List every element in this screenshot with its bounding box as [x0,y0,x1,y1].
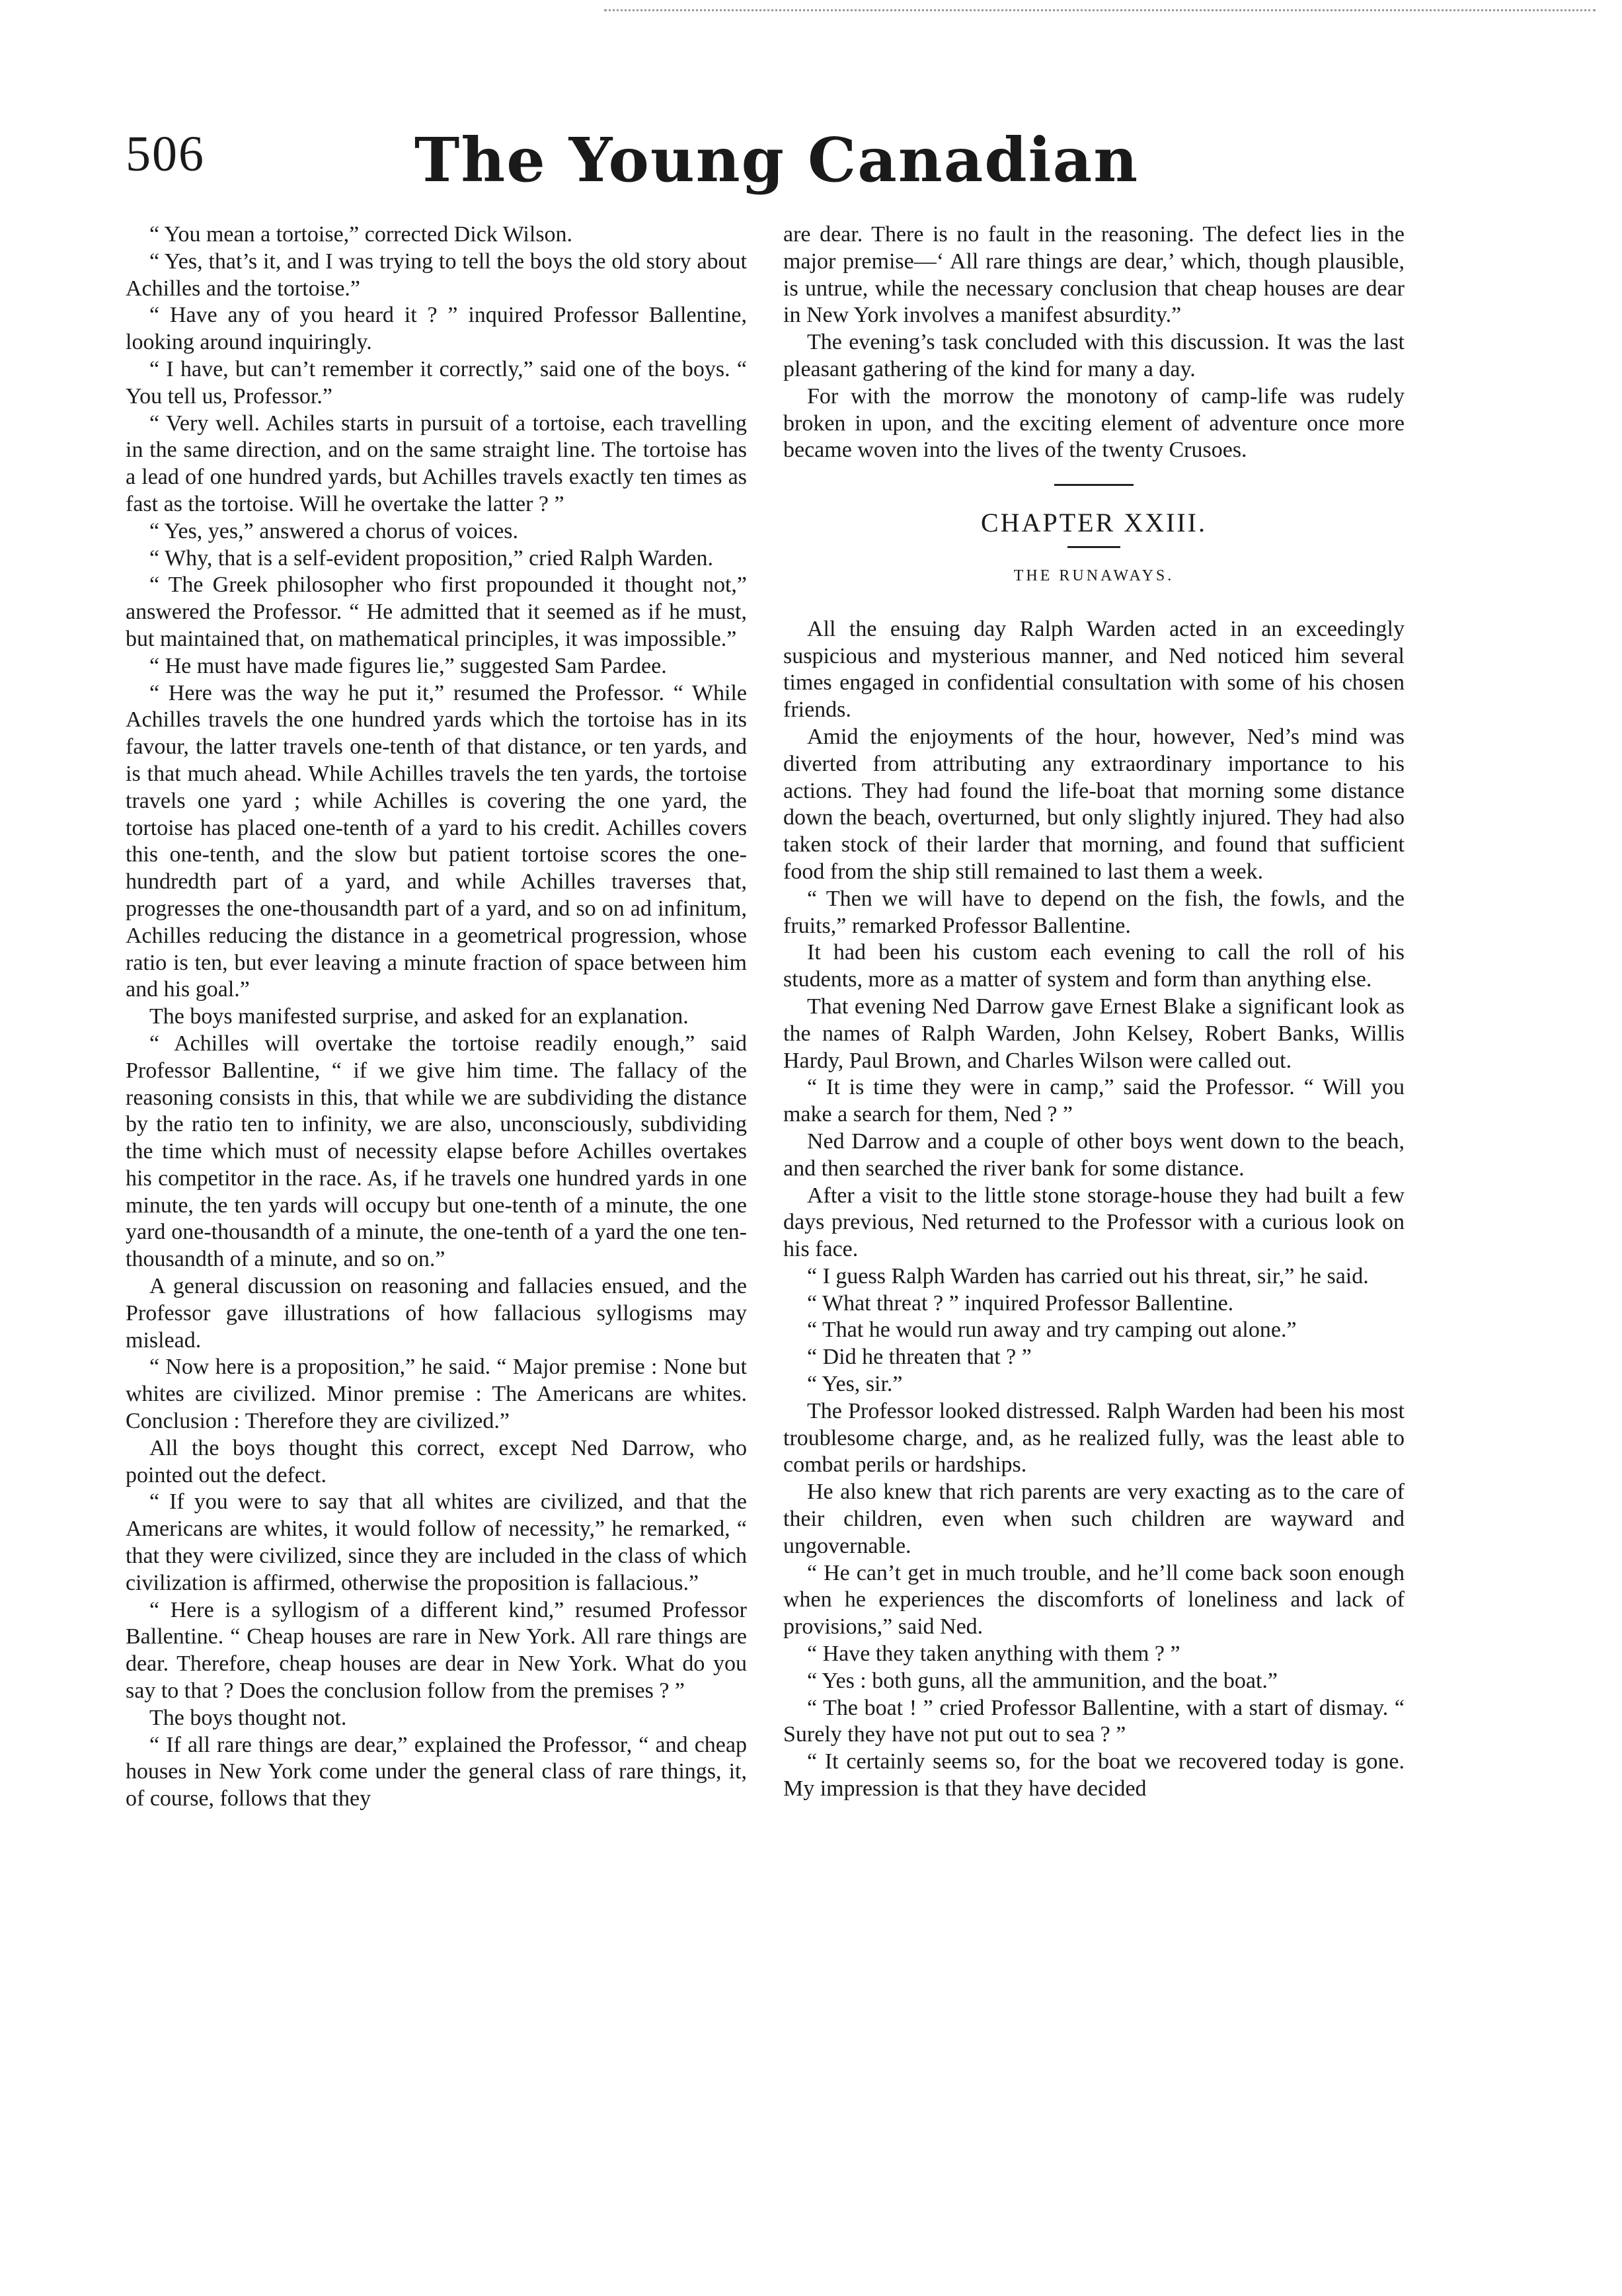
paragraph: He also knew that rich parents are very exacting as to the care of their children, even when such children are wayward and ungovernable. [783,1480,1405,1558]
paragraph: A general discussion on reasoning and fallacies ensued, and the Professor gave illustrations of how fallacious syllogisms may mislead. [126,1274,747,1353]
paragraph: Amid the enjoyments of the hour, however, Ned’s mind was diverted from attributing any extraordinary importance to his actions. They had found the life-boat that morning some distance down the beach, overturned, but only slightly injured. They had also taken stock of their larder that morning, and found that sufficient food from the ship still remained to last them a week. [783,724,1405,884]
right-column-top-text [783,221,1405,464]
chapter-heading: CHAPTER XXIII. [981,508,1207,538]
paragraph: are dear. There is no fault in the reasoning. The defect lies in the major premise—‘ All rare things are dear,’ which, though plausible, is untrue, while the necessary conclusion that cheap houses are dear in New York involves a manifest absurdity.” [783,222,1405,328]
paragraph: “ He can’t get in much trouble, and he’ll come back soon enough when he experiences the discomforts of loneliness and lack of provisions,” said Ned. [783,1560,1405,1640]
paragraph: “ He must have made figures lie,” suggested Sam Pardee. [149,653,667,678]
paragraph: The evening’s task concluded with this discussion. It was the last pleasant gathering of the kind for many a day. [783,330,1405,381]
left-column [126,221,747,1813]
paragraph: All the ensuing day Ralph Warden acted in an exceedingly suspicious and mysterious manner, and Ned noticed him several times engaged in confidential consultation with some of his chosen friends. [783,616,1405,723]
paragraph: “ If you were to say that all whites are civilized, and that the Americans are whites, it would follow of necessity,” he remarked, “ that they were civilized, since they are included in the class of which civilization is affirmed, otherwise the proposition is fallacious.” [126,1489,747,1595]
paragraph: “ It is time they were in camp,” said the Professor. “ Will you make a search for them, Ned ? ” [783,1075,1405,1127]
paragraph: “ Yes, that’s it, and I was trying to tell the boys the old story about Achilles and the tortoise.” [126,249,747,301]
paragraph: “ Have any of you heard it ? ” inquired Professor Ballentine, looking around inquiringly. [126,303,747,355]
chapter-rule [1067,546,1120,548]
paragraph: “ What threat ? ” inquired Professor Ballentine. [807,1290,1234,1316]
chapter-subtitle: THE RUNAWAYS. [1013,567,1175,584]
paragraph: It had been his custom each evening to call the roll of his students, more as a matter of system and form than anything else. [783,940,1405,992]
paragraph: “ It certainly seems so, for the boat we recovered today is gone. My impression is that they have decided [783,1749,1405,1801]
paragraph: “ Did he threaten that ? ” [807,1345,1032,1370]
paragraph: “ Very well. Achiles starts in pursuit of a tortoise, each travelling in the same direction, and on the same straight line. The tortoise has a lead of one hundred yards, but Achilles travels exactly ten times as fast as the tortoise. Will he overtake the latter ? ” [126,411,747,516]
paragraph: Ned Darrow and a couple of other boys went down to the beach, and then searched the river bank for some distance. [783,1128,1405,1181]
right-column-bottom-text [783,616,1405,1803]
magazine-title: The Young Canadian [414,124,1139,196]
page-number: 506 [126,126,205,182]
paragraph: “ The Greek philosopher who first propounded it thought not,” answered the Professor. “ He admitted that it seemed as if he must, but maintained that, on mathematical principles, it was impossible.” [126,573,747,651]
paragraph: “ Now here is a proposition,” he said. “ Major premise : None but whites are civilized. Minor premise : The Americans are whites. Conclusion : Therefore they are civilized.” [126,1355,747,1434]
paragraph: “ The boat ! ” cried Professor Ballentine, with a start of dismay. “ Surely they have not put out to sea ? ” [783,1695,1405,1747]
paragraph: “ If all rare things are dear,” explained the Professor, “ and cheap houses in New York come under the general class of rare things, it, of course, follows that they [126,1732,747,1811]
paragraph: “ That he would run away and try camping out alone.” [807,1318,1297,1343]
paragraph: “ Why, that is a self-evident proposition,” cried Ralph Warden. [149,545,714,571]
paragraph: “ I guess Ralph Warden has carried out his threat, sir,” he said. [807,1263,1369,1288]
paragraph: “ Have they taken anything with them ? ” [807,1642,1180,1667]
paragraph: “ Achilles will overtake the tortoise readily enough,” said Professor Ballentine, “ if we give him time. The fallacy of the reasoning consists in this, that while we are subdividing the distance by the ratio ten to infinity, we are also, unconsciously, subdividing the time which must of necessity elapse before Achilles overtakes his competitor in the race. As, if he travels one hundred yards in one minute, the ten yards will occupy but one-tenth of a minute, the one yard one-thousandth of a minute, the one-tenth of a yard the one ten-thousandth of a minute, and so on.” [126,1031,747,1272]
paragraph: “ Here was the way he put it,” resumed the Professor. “ While Achilles travels the one hundred yards which the tortoise has in its favour, the latter travels one-tenth of that distance, or ten yards, and is that much ahead. While Achilles travels the ten yards, the tortoise travels one yard ; while Achilles is covering the one yard, the tortoise has placed one-tenth of a yard to his credit. Achilles covers this one-tenth, and the slow but patient tortoise scores the one-hundredth part of a yard, and while Achilles traverses that, progresses the one-thousandth part of a yard, and so on ad infinitum, Achilles reducing the distance in a geometrical progression, whose ratio is ten, but ever leaving a minute fraction of space between him and his goal.” [126,680,747,1002]
page-header [126,119,1428,218]
paragraph: That evening Ned Darrow gave Ernest Blake a significant look as the names of Ralph Warden, John Kelsey, Robert Banks, Willis Hardy, Paul Brown, and Charles Wilson were called out. [783,994,1405,1073]
section-divider [1054,484,1134,486]
paragraph: “ I have, but can’t remember it correctly,” said one of the boys. “ You tell us, Professor.” [126,356,747,409]
paragraph: The boys manifested surprise, and asked for an explanation. [149,1004,689,1029]
paragraph: For with the morrow the monotony of camp-life was rudely broken in upon, and the exciting element of adventure once more became woven into the lives of the twenty Crusoes. [783,383,1405,463]
paragraph: “ Yes, yes,” answered a chorus of voices. [149,518,519,543]
paragraph: “ Then we will have to depend on the fish, the fowls, and the fruits,” remarked Professor Ballentine. [783,886,1405,938]
paragraph: The Professor looked distressed. Ralph Warden had been his most troublesome charge, and, as he realized fully, was the least able to combat perils or hardships. [783,1398,1405,1478]
paragraph: “ Yes : both guns, all the ammunition, and the boat.” [807,1668,1278,1693]
paragraph: “ You mean a tortoise,” corrected Dick Wilson. [149,222,573,247]
scan-edge-marks [604,9,1596,17]
paragraph: The boys thought not. [149,1705,347,1730]
paragraph: “ Here is a syllogism of a different kind,” resumed Professor Ballentine. “ Cheap houses are rare in New York. All rare things are dear. Therefore, cheap houses are dear in New York. What do you say to that ? Does the conclusion follow from the premises ? ” [126,1597,747,1704]
paragraph: All the boys thought this correct, except Ned Darrow, who pointed out the defect. [126,1435,747,1487]
paragraph: After a visit to the little stone storage-house they had built a few days previous, Ned returned to the Professor with a curious look on his face. [783,1183,1405,1262]
right-column [783,221,1405,1803]
paragraph: “ Yes, sir.” [807,1372,903,1397]
